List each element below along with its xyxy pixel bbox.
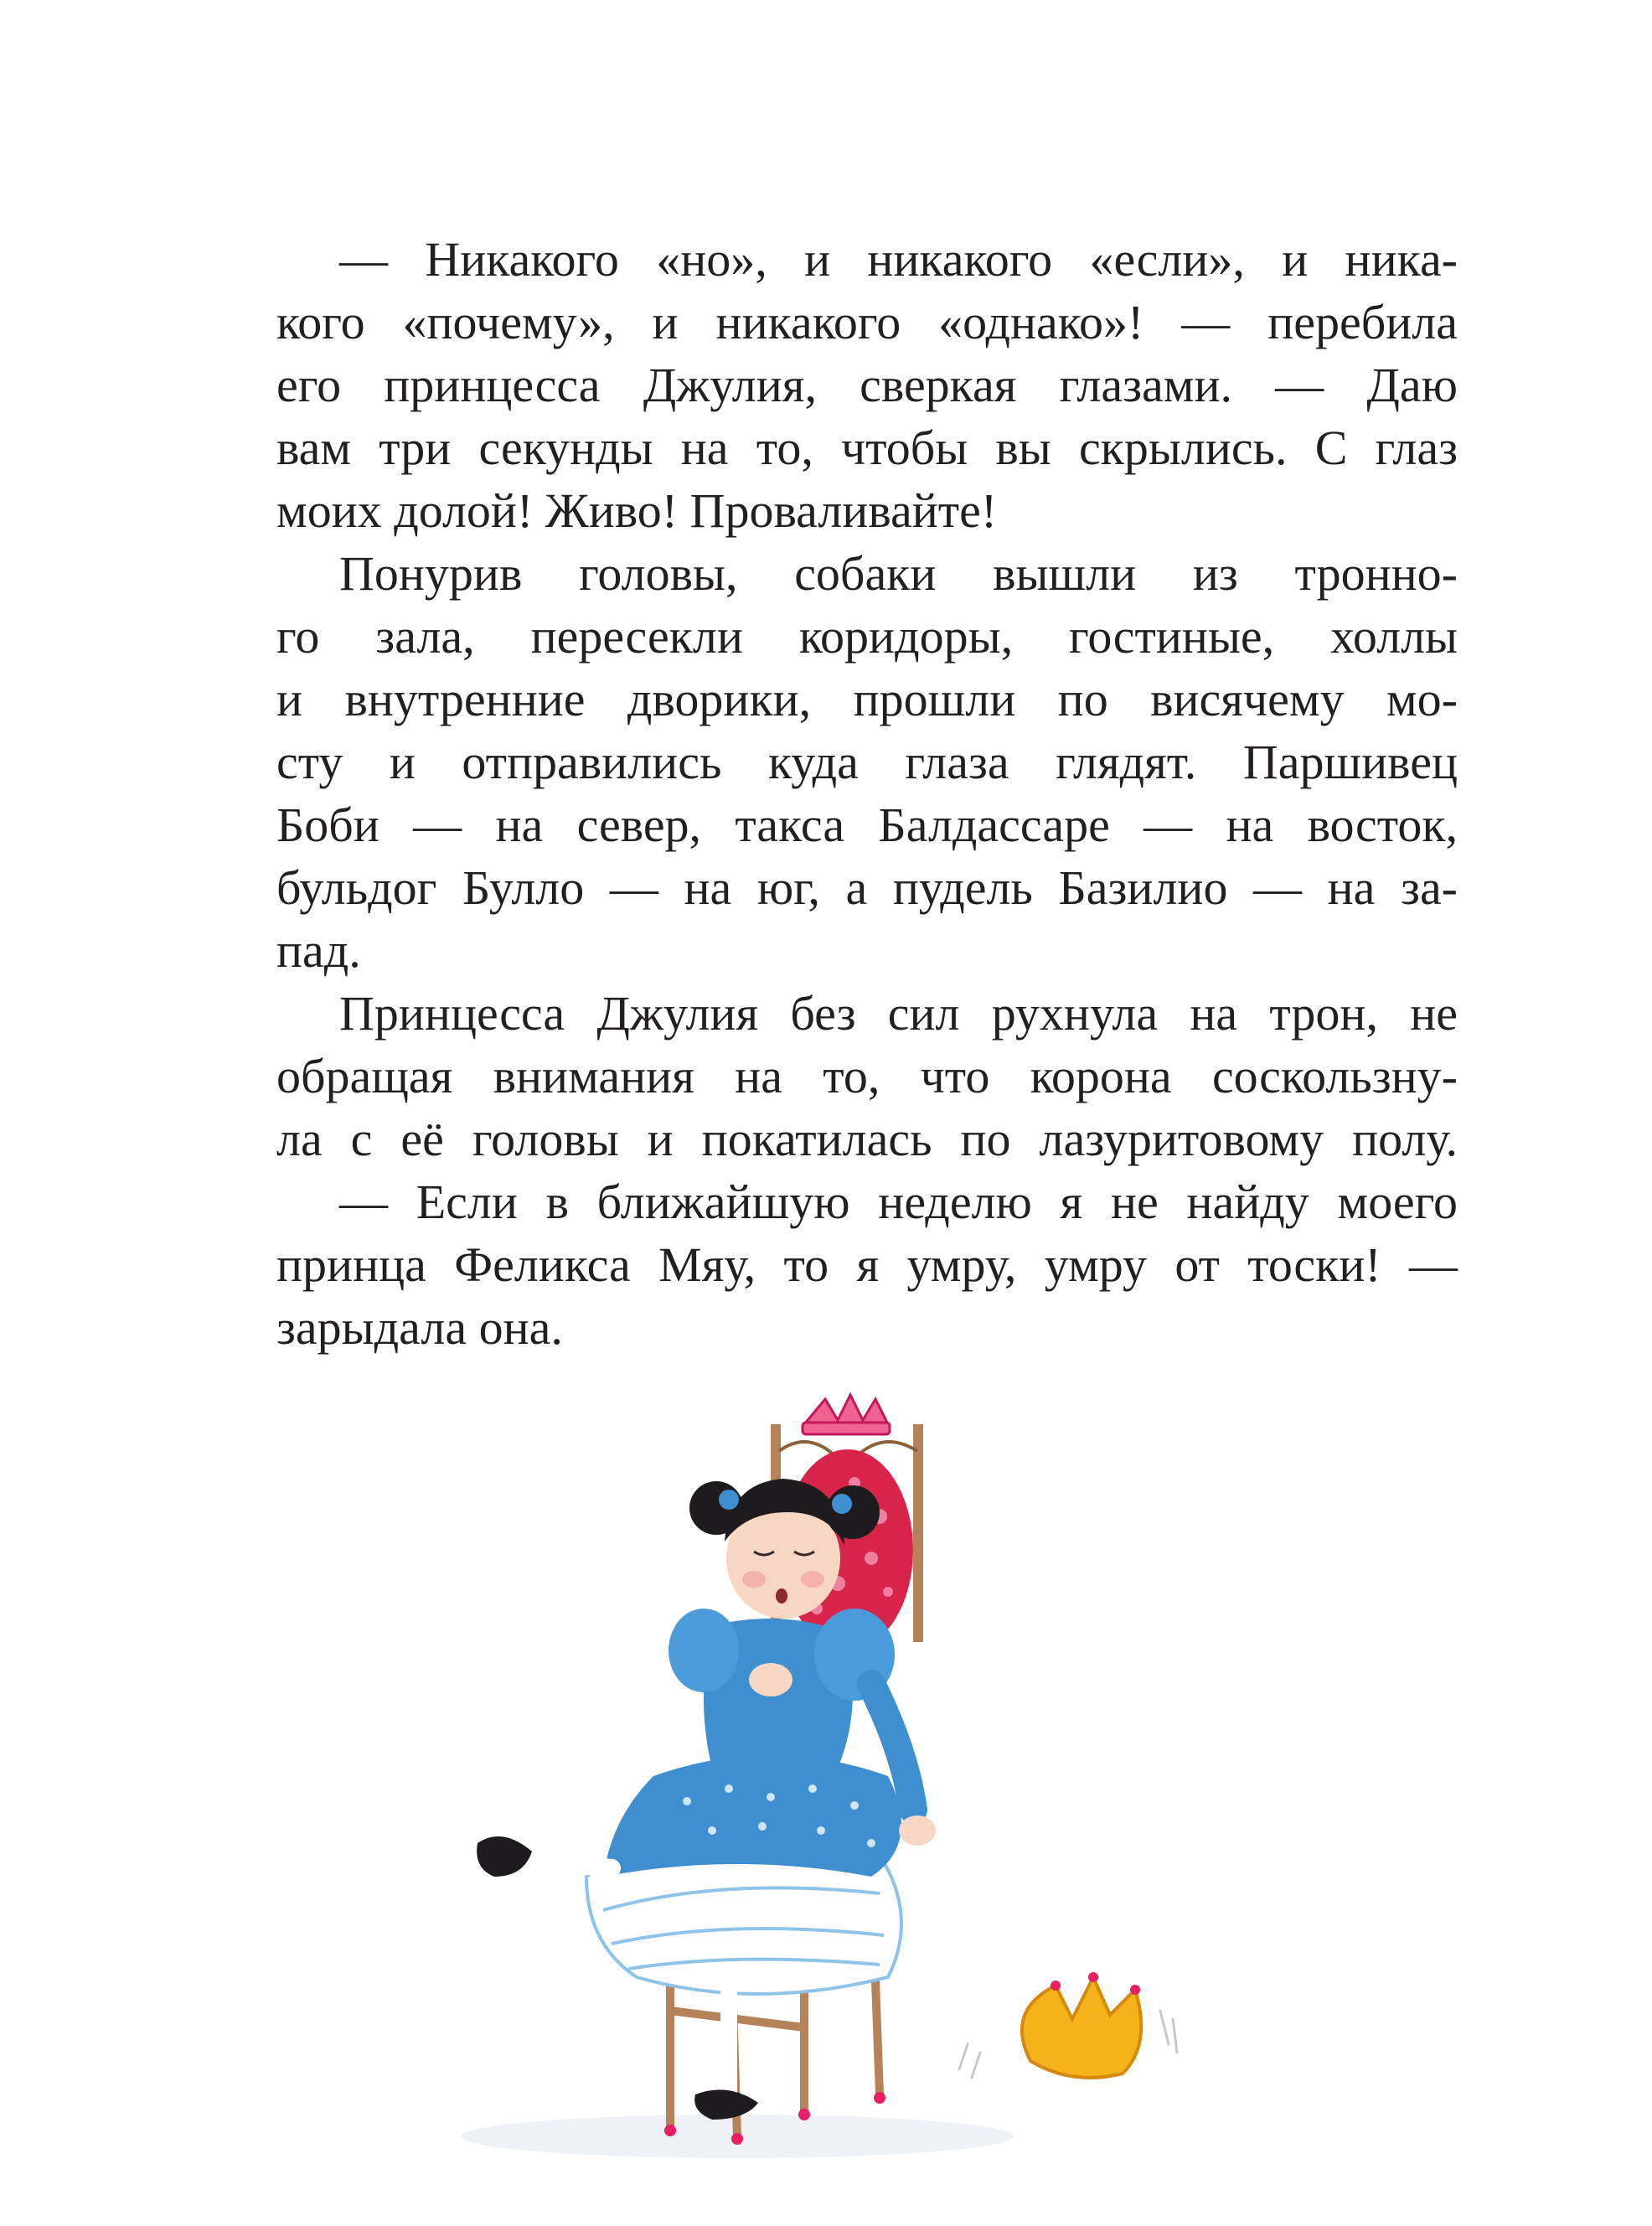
text-line: моих долой! Живо! Проваливайте! bbox=[276, 483, 998, 538]
left-sleeve bbox=[669, 1609, 739, 1692]
text-line: обращая внимания на то, что корона соскользну- bbox=[276, 1049, 1458, 1103]
raised-shoe-icon bbox=[477, 1836, 532, 1877]
text-line: Принцесса Джулия без сил рухнула на трон, не bbox=[339, 986, 1458, 1041]
text-line: — Если в ближайшую неделю я не найду моего bbox=[339, 1175, 1458, 1229]
text-line: сту и отправились куда глаза глядят. Паршивец bbox=[276, 735, 1458, 789]
paragraph bbox=[276, 542, 1458, 982]
princess-on-throne-illustration bbox=[335, 1374, 1257, 2178]
chair-back-post-right bbox=[913, 1424, 923, 1642]
text-line: ла с её головы и покатилась по лазуритовому полу. bbox=[276, 1112, 1458, 1166]
paragraph bbox=[276, 982, 1458, 1170]
text-line: вам три секунды на то, чтобы вы скрылись. С глаз bbox=[276, 421, 1458, 475]
mouth bbox=[776, 1588, 787, 1604]
left-hand bbox=[749, 1663, 792, 1697]
text-line: кого «почему», и никакого «однако»! — перебила bbox=[276, 295, 1458, 349]
left-hair-bow bbox=[719, 1490, 739, 1510]
right-hair-bow bbox=[832, 1494, 852, 1514]
text-line: пад. bbox=[276, 923, 361, 978]
text-line: го зала, пересекли коридоры, гостиные, холлы bbox=[276, 609, 1458, 664]
right-hand bbox=[899, 1815, 936, 1846]
text-line: Понурив головы, собаки вышли из тронно- bbox=[339, 546, 1458, 601]
text-line: — Никакого «но», и никакого «если», и ника- bbox=[339, 232, 1458, 287]
text-line: принца Феликса Мяу, то я умру, умру от тоски! — bbox=[276, 1237, 1458, 1292]
text-line: зарыдала она. bbox=[276, 1300, 563, 1355]
fallen-crown-icon bbox=[1022, 1972, 1141, 2078]
text-line: бульдог Булло — на юг, а пудель Базилио — на за- bbox=[276, 860, 1458, 915]
text-line: Боби — на север, такса Балдассаре — на восток, bbox=[276, 798, 1458, 852]
text-line: и внутренние дворики, прошли по висячему мо- bbox=[276, 672, 1458, 726]
paragraph bbox=[276, 1170, 1458, 1359]
right-pigtail bbox=[826, 1485, 880, 1539]
raised-leg bbox=[528, 1860, 612, 1868]
right-cheek bbox=[801, 1571, 824, 1588]
left-cheek bbox=[742, 1571, 766, 1588]
chair-crown-ornament-icon bbox=[803, 1395, 890, 1434]
text-line: его принцесса Джулия, сверкая глазами. — Даю bbox=[276, 358, 1458, 412]
story-text bbox=[276, 228, 1458, 1359]
left-pigtail bbox=[689, 1481, 743, 1535]
paragraph bbox=[276, 228, 1458, 542]
illustration-svg bbox=[335, 1374, 1257, 2178]
